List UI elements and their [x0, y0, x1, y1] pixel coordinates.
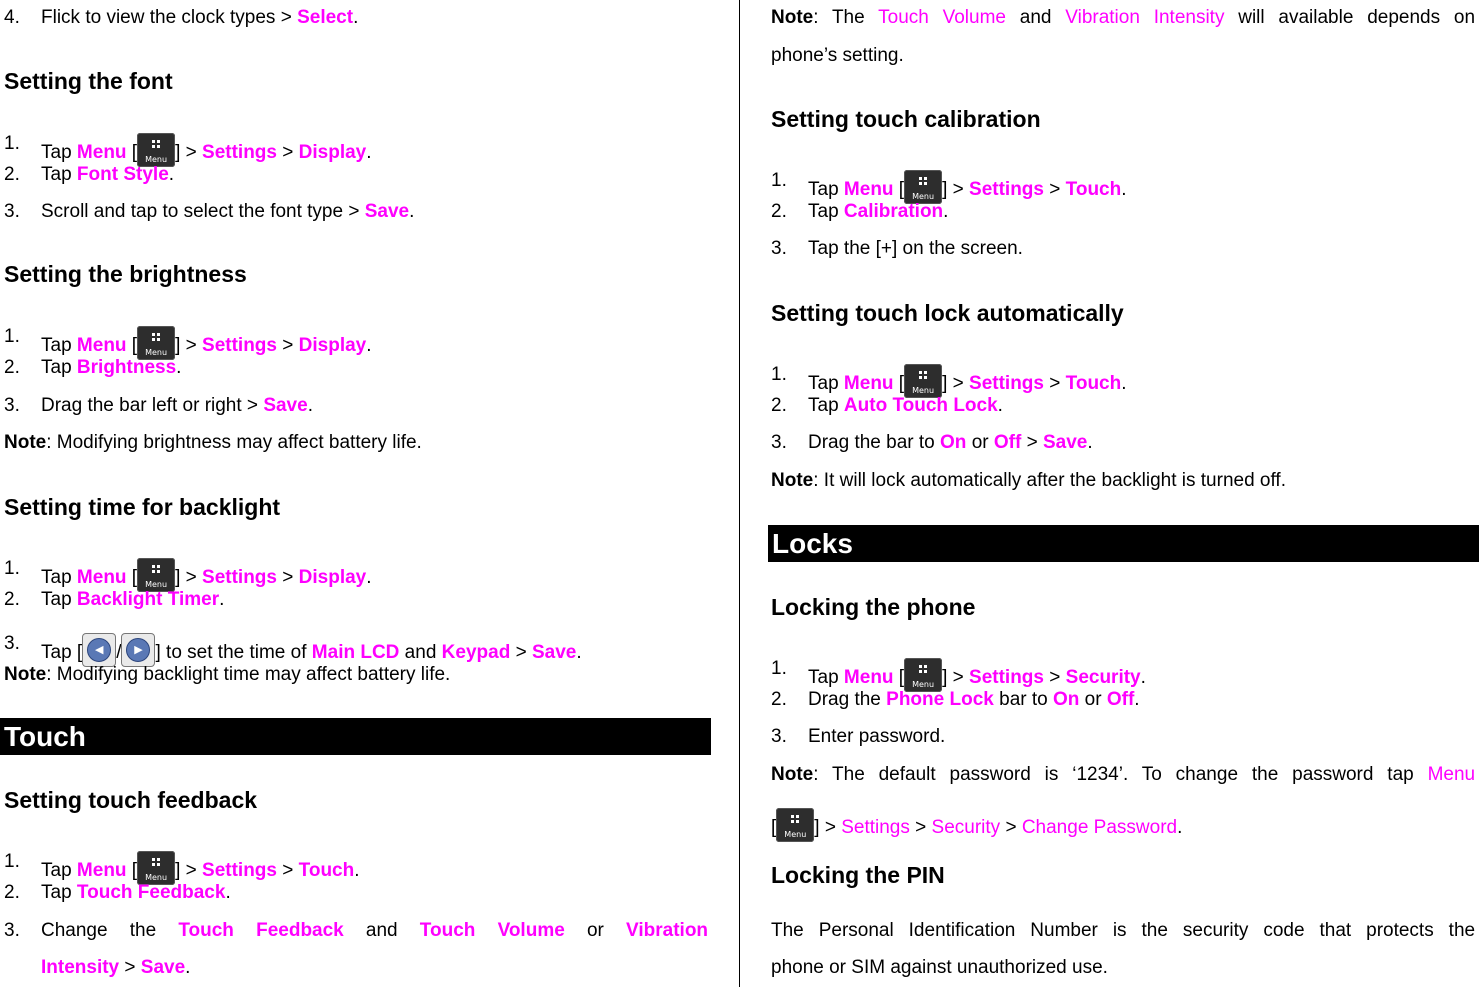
section-title-feedback: Setting touch feedback	[4, 787, 258, 813]
feedback-step-3-line-2: Intensity > Save.	[41, 957, 191, 978]
step-number: 2.	[771, 395, 787, 416]
step-number: 1.	[771, 170, 787, 191]
menu-icon: Menu	[137, 133, 175, 167]
step-number: 1.	[4, 558, 20, 579]
phone-lock-step-3: Enter password.	[808, 726, 946, 747]
step-number: 3.	[4, 201, 20, 222]
pin-text-line-1: The Personal Identification Number is the security code that protects the	[771, 920, 1476, 941]
touch-note-line-2: phone’s setting.	[771, 45, 904, 66]
backlight-step-3: Tap [ ◀ / ▶ ] to set the time of Main LCD and Keypad > Save.	[41, 633, 582, 667]
calibration-step-2: Tap Calibration.	[808, 201, 949, 222]
step-number: 3.	[4, 920, 20, 941]
phone-lock-step-1: Tap Menu [ Menu ] > Settings > Security.	[808, 658, 1146, 692]
brightness-step-3: Drag the bar left or right > Save.	[41, 395, 313, 416]
menu-icon: Menu	[137, 851, 175, 885]
step-number: 2.	[4, 164, 20, 185]
step-number: 2.	[4, 357, 20, 378]
menu-icon: Menu	[904, 170, 942, 204]
step-number: 4.	[4, 7, 20, 28]
autolock-step-2: Tap Auto Touch Lock.	[808, 395, 1003, 416]
section-title-font: Setting the font	[4, 68, 173, 94]
right-arrow-icon: ▶	[121, 633, 155, 667]
backlight-step-2: Tap Backlight Timer.	[41, 589, 225, 610]
step-number: 1.	[4, 326, 20, 347]
menu-icon: Menu	[904, 658, 942, 692]
menu-icon: Menu	[137, 326, 175, 360]
step-number: 3.	[771, 726, 787, 747]
menu-icon: Menu	[776, 808, 814, 842]
touch-note-line-1: Note: The Touch Volume and Vibration Intensity will available depends on	[771, 7, 1476, 28]
step-number: 3.	[4, 633, 20, 654]
calibration-step-3: Tap the [+] on the screen.	[808, 238, 1023, 259]
step-number: 3.	[771, 238, 787, 259]
step-number: 1.	[771, 364, 787, 385]
section-title-phone-lock: Locking the phone	[771, 594, 976, 620]
left-arrow-icon: ◀	[82, 633, 116, 667]
font-step-3: Scroll and tap to select the font type > Save.	[41, 201, 415, 222]
phone-lock-step-2: Drag the Phone Lock bar to On or Off.	[808, 689, 1140, 710]
section-bar-touch: Touch	[0, 718, 711, 755]
feedback-step-2: Tap Touch Feedback.	[41, 882, 231, 903]
autolock-step-1: Tap Menu [ Menu ] > Settings > Touch.	[808, 364, 1127, 398]
menu-icon: Menu	[904, 364, 942, 398]
brightness-note: Note: Modifying brightness may affect battery life.	[4, 432, 422, 453]
section-title-autolock: Setting touch lock automatically	[771, 300, 1124, 326]
feedback-step-3-line-1: Change the Touch Feedback and Touch Volume or Vibration	[41, 920, 709, 941]
font-step-2: Tap Font Style.	[41, 164, 175, 185]
backlight-step-1: Tap Menu [ Menu ] > Settings > Display.	[41, 558, 372, 592]
section-title-calibration: Setting touch calibration	[771, 106, 1041, 132]
autolock-step-3: Drag the bar to On or Off > Save.	[808, 432, 1093, 453]
section-title-backlight: Setting time for backlight	[4, 494, 281, 520]
step-number: 2.	[771, 201, 787, 222]
step-number: 2.	[771, 689, 787, 710]
step-number: 1.	[771, 658, 787, 679]
step-number: 2.	[4, 882, 20, 903]
step-number: 1.	[4, 133, 20, 154]
section-title-brightness: Setting the brightness	[4, 261, 247, 287]
font-step-1: Tap Menu [ Menu ] > Settings > Display.	[41, 133, 372, 167]
pin-text-line-2: phone or SIM against unauthorized use.	[771, 957, 1108, 978]
step-number: 3.	[4, 395, 20, 416]
step-number: 1.	[4, 851, 20, 872]
calibration-step-1: Tap Menu [ Menu ] > Settings > Touch.	[808, 170, 1127, 204]
feedback-step-1: Tap Menu [ Menu ] > Settings > Touch.	[41, 851, 360, 885]
brightness-step-2: Tap Brightness.	[41, 357, 182, 378]
column-divider	[739, 0, 740, 987]
autolock-note: Note: It will lock automatically after the backlight is turned off.	[771, 470, 1286, 491]
clock-step: Flick to view the clock types > Select.	[41, 7, 359, 28]
backlight-note: Note: Modifying backlight time may affect battery life.	[4, 664, 451, 685]
phone-lock-note-line-1: Note: The default password is ‘1234’. To change the password tap Menu	[771, 764, 1476, 785]
step-number: 3.	[771, 432, 787, 453]
step-number: 2.	[4, 589, 20, 610]
section-bar-locks: Locks	[768, 525, 1479, 562]
brightness-step-1: Tap Menu [ Menu ] > Settings > Display.	[41, 326, 372, 360]
section-title-pin: Locking the PIN	[771, 862, 945, 888]
menu-icon: Menu	[137, 558, 175, 592]
phone-lock-note-line-2: [ Menu ] > Settings > Security > Change Password.	[771, 808, 1182, 842]
